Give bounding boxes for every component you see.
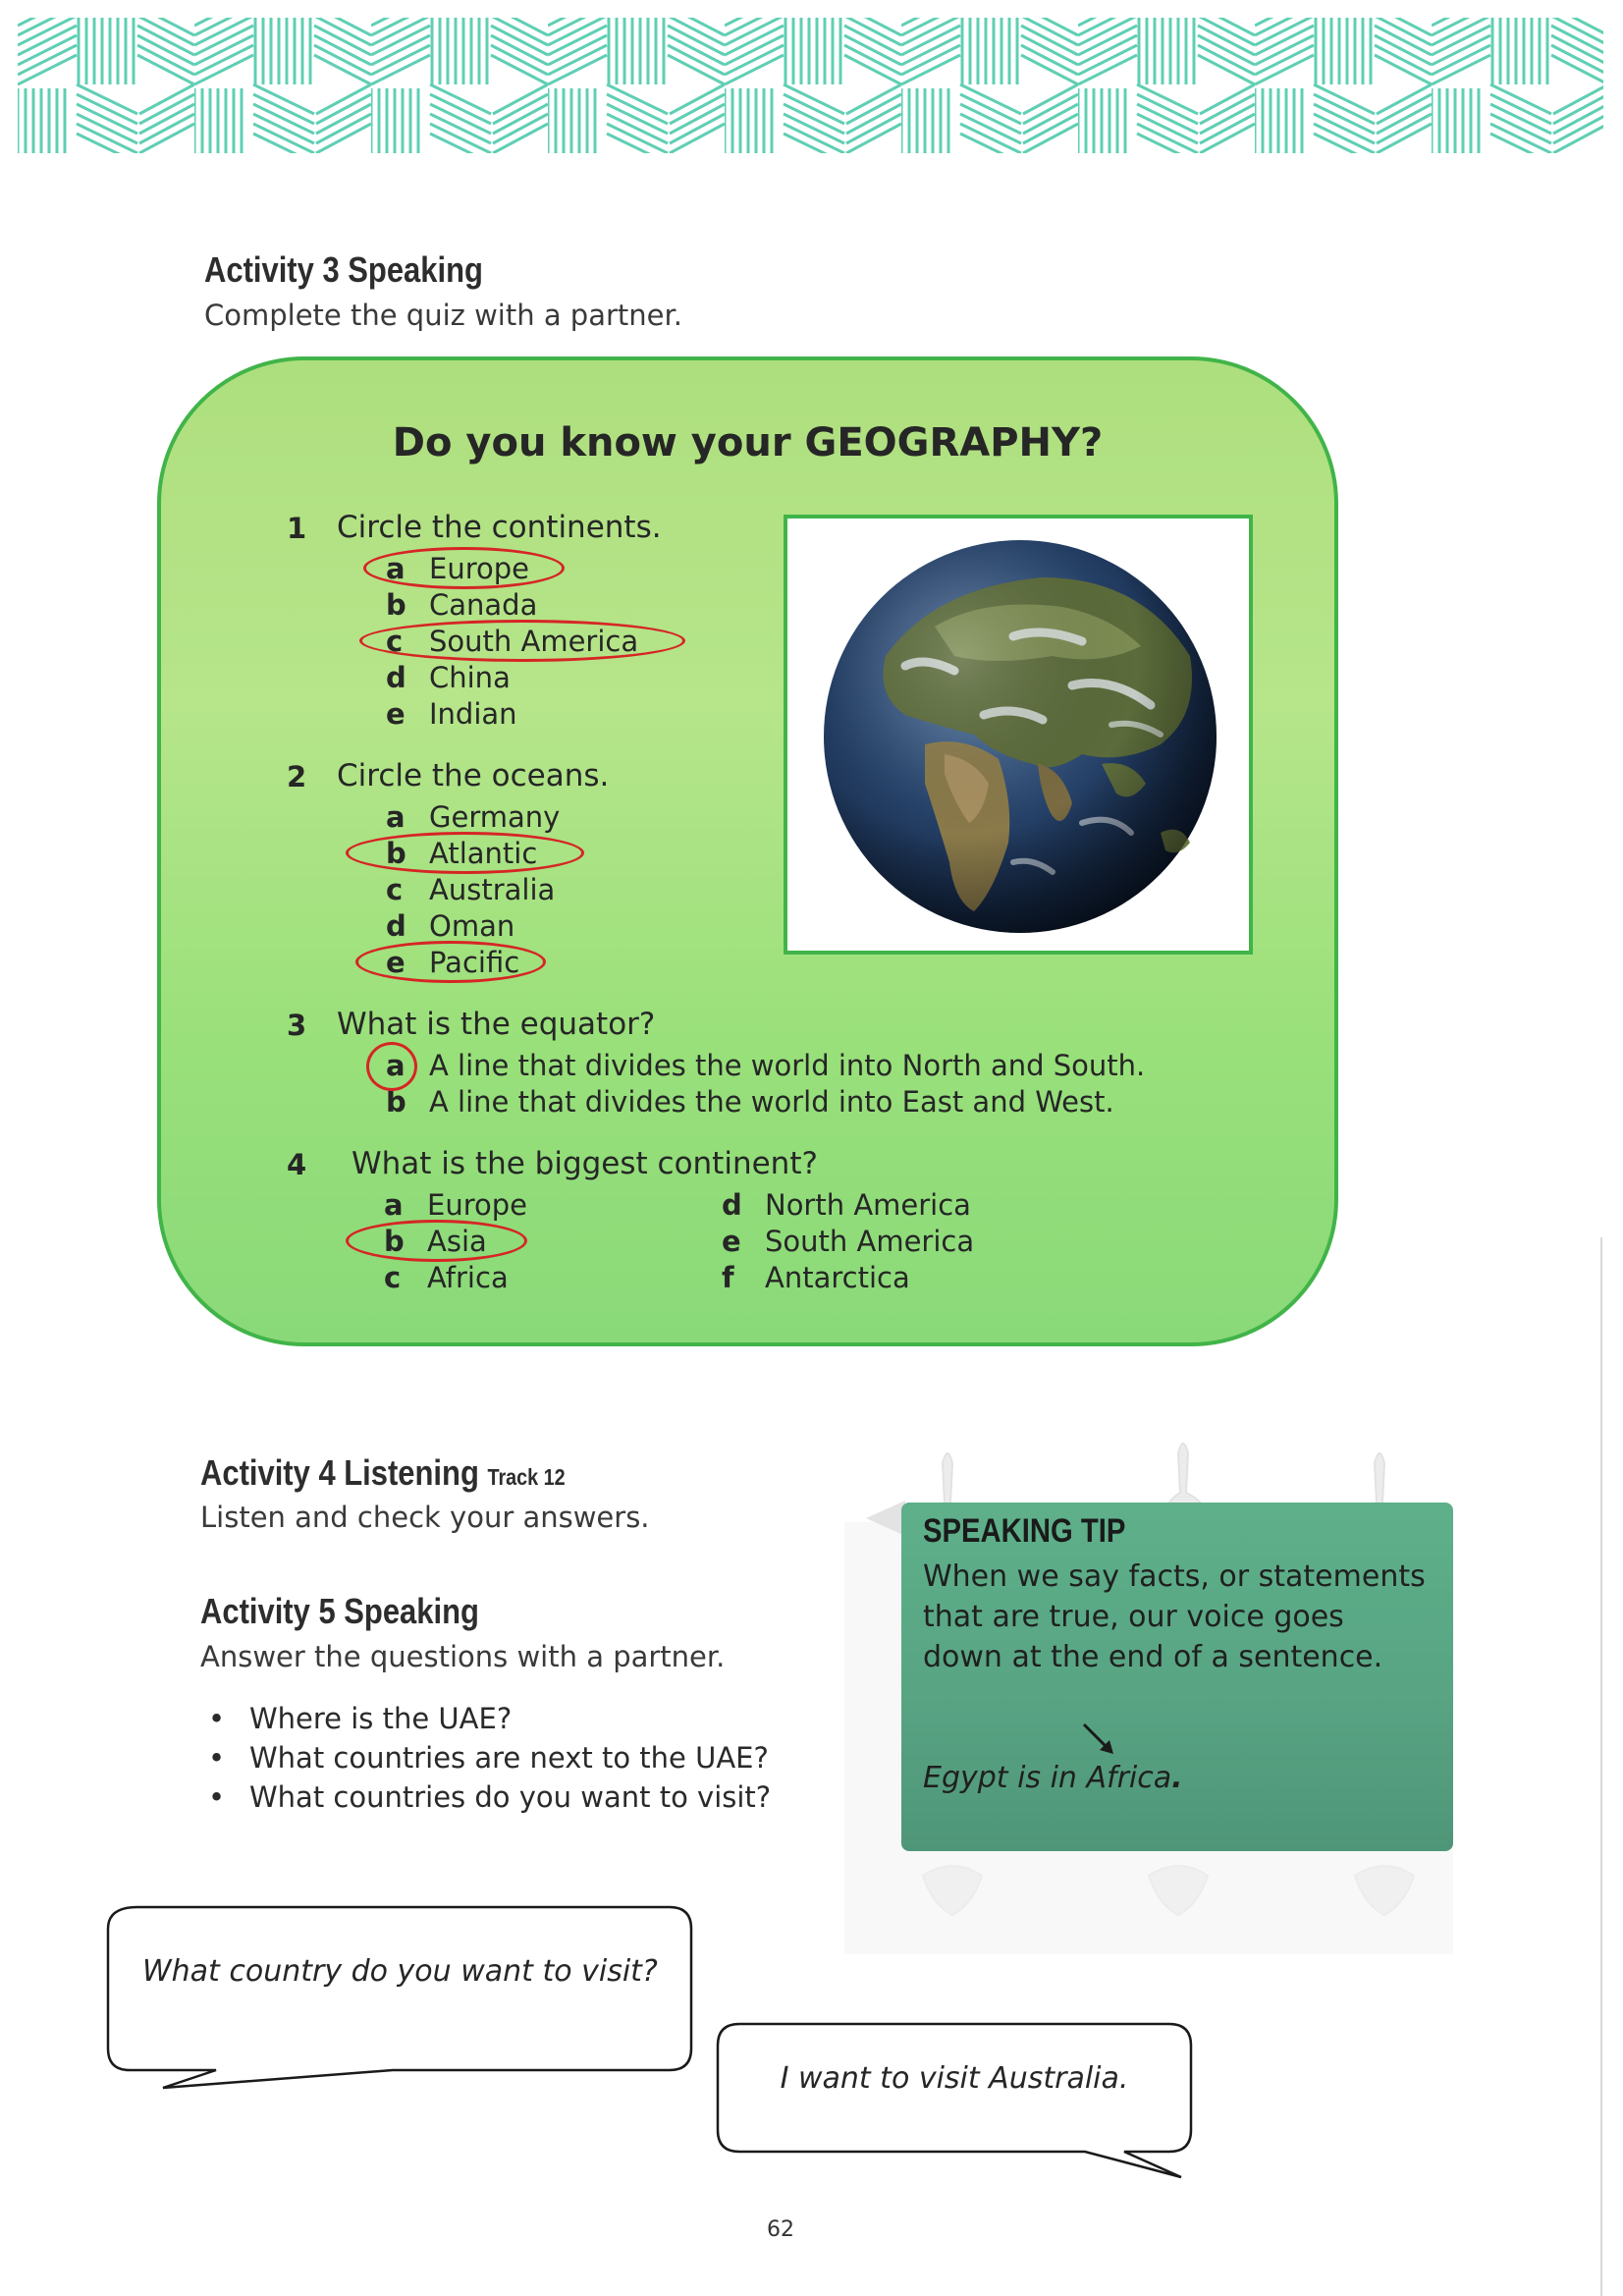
quiz-option[interactable] — [386, 1085, 1114, 1119]
option-text: A line that divides the world into East and West. — [429, 1085, 1114, 1119]
decorative-banner — [18, 18, 1603, 153]
option-letter: b — [384, 1225, 405, 1258]
quiz-option[interactable] — [722, 1261, 910, 1294]
option-text: South America — [429, 625, 639, 658]
option-letter: e — [386, 697, 406, 731]
quiz-title: Do you know your GEOGRAPHY? — [392, 420, 1104, 465]
activity-5-question: Where is the UAE? — [249, 1702, 513, 1735]
example-stressed-word: Africa — [1086, 1761, 1172, 1795]
page-number: 62 — [767, 2217, 794, 2242]
option-letter: b — [386, 588, 406, 622]
option-text: Asia — [427, 1225, 487, 1258]
option-text: Antarctica — [765, 1261, 910, 1294]
option-letter: e — [386, 946, 406, 979]
option-text: Oman — [429, 909, 515, 943]
option-letter: b — [386, 1085, 406, 1119]
question-2-number: 2 — [287, 760, 307, 793]
quiz-option[interactable] — [384, 1188, 527, 1222]
globe-image-frame — [784, 515, 1253, 955]
answer-bubble-text: I want to visit Australia. — [780, 2061, 1129, 2096]
bullet-dot: • — [208, 1780, 226, 1814]
option-letter: d — [386, 661, 406, 694]
question-4-number: 4 — [287, 1148, 307, 1181]
quiz-option[interactable] — [384, 1261, 509, 1294]
speaking-tip-example — [923, 1758, 1183, 1798]
example-text: Egypt is in — [923, 1761, 1087, 1795]
question-1-number: 1 — [287, 512, 307, 545]
example-period: . — [1171, 1761, 1183, 1795]
activity-3-instruction: Complete the quiz with a partner. — [204, 299, 682, 332]
track-label: Track 12 — [487, 1464, 566, 1490]
option-text: Indian — [429, 697, 517, 731]
page-edge-line — [1600, 1237, 1602, 2296]
option-text: Germany — [429, 800, 561, 834]
option-letter: a — [386, 1049, 406, 1082]
activity-5-question: What countries are next to the UAE? — [249, 1741, 769, 1775]
option-letter: c — [386, 873, 404, 906]
activity-5-instruction: Answer the questions with a partner. — [200, 1640, 726, 1673]
quiz-option[interactable] — [386, 909, 514, 943]
option-text: Pacific — [429, 946, 520, 979]
option-text: Atlantic — [429, 837, 538, 870]
question-3-number: 3 — [287, 1009, 307, 1042]
answer-speech-bubble — [712, 2018, 1203, 2185]
option-text: South America — [765, 1225, 975, 1258]
option-text: Europe — [429, 552, 529, 585]
tip-pointer — [866, 1501, 905, 1536]
option-text: Australia — [429, 873, 556, 906]
quiz-option[interactable] — [386, 800, 560, 834]
question-1-text: Circle the continents. — [337, 510, 662, 545]
option-letter: c — [386, 625, 404, 658]
option-letter: d — [386, 909, 406, 943]
option-letter: a — [384, 1188, 404, 1222]
option-letter: f — [722, 1261, 734, 1294]
bullet-dot: • — [208, 1702, 226, 1735]
option-letter: c — [384, 1261, 402, 1294]
answer-circle — [363, 547, 565, 589]
answer-circle — [366, 1042, 417, 1091]
speaking-tip-line: down at the end of a sentence. — [923, 1640, 1383, 1674]
option-text: China — [429, 661, 511, 694]
quiz-option[interactable] — [386, 1049, 1145, 1082]
option-text: North America — [765, 1188, 971, 1222]
activity-4-instruction: Listen and check your answers. — [200, 1501, 650, 1534]
quiz-option[interactable] — [386, 697, 517, 731]
activity-5-title: Activity 5 Speaking — [200, 1591, 479, 1631]
quiz-option[interactable] — [722, 1188, 971, 1222]
option-text: Canada — [429, 588, 538, 622]
quiz-option[interactable] — [722, 1225, 974, 1258]
answer-circle — [355, 941, 546, 983]
quiz-option[interactable] — [386, 661, 511, 694]
answer-circle — [359, 620, 685, 662]
speaking-tip-title: SPEAKING TIP — [923, 1512, 1126, 1550]
question-3-text: What is the equator? — [337, 1007, 656, 1042]
question-bubble-text: What country do you want to visit? — [142, 1954, 658, 1989]
answer-circle — [346, 1220, 527, 1262]
activity-3-title: Activity 3 Speaking — [204, 249, 483, 290]
speaking-tip-line: When we say facts, or statements — [923, 1559, 1426, 1594]
activity-5-question: What countries do you want to visit? — [249, 1780, 772, 1814]
question-2-text: Circle the oceans. — [337, 758, 610, 793]
question-4-text: What is the biggest continent? — [352, 1146, 818, 1181]
option-text: A line that divides the world into North and South. — [429, 1049, 1146, 1082]
quiz-option[interactable] — [386, 588, 537, 622]
option-letter: e — [722, 1225, 741, 1258]
activity-4-title — [200, 1452, 566, 1494]
option-letter: a — [386, 800, 406, 834]
option-letter: d — [722, 1188, 742, 1222]
answer-circle — [346, 832, 584, 874]
option-text: Africa — [427, 1261, 509, 1294]
activity-4-title-text: Activity 4 Listening — [200, 1452, 479, 1493]
earth-globe-image — [787, 519, 1249, 951]
question-speech-bubble — [98, 1905, 707, 2102]
quiz-option[interactable] — [386, 873, 555, 906]
bullet-dot: • — [208, 1741, 226, 1775]
speaking-tip-line: that are true, our voice goes — [923, 1600, 1344, 1634]
falling-intonation-arrow-icon — [1080, 1721, 1119, 1760]
option-letter: b — [386, 837, 406, 870]
option-text: Europe — [427, 1188, 527, 1222]
option-letter: a — [386, 552, 406, 585]
